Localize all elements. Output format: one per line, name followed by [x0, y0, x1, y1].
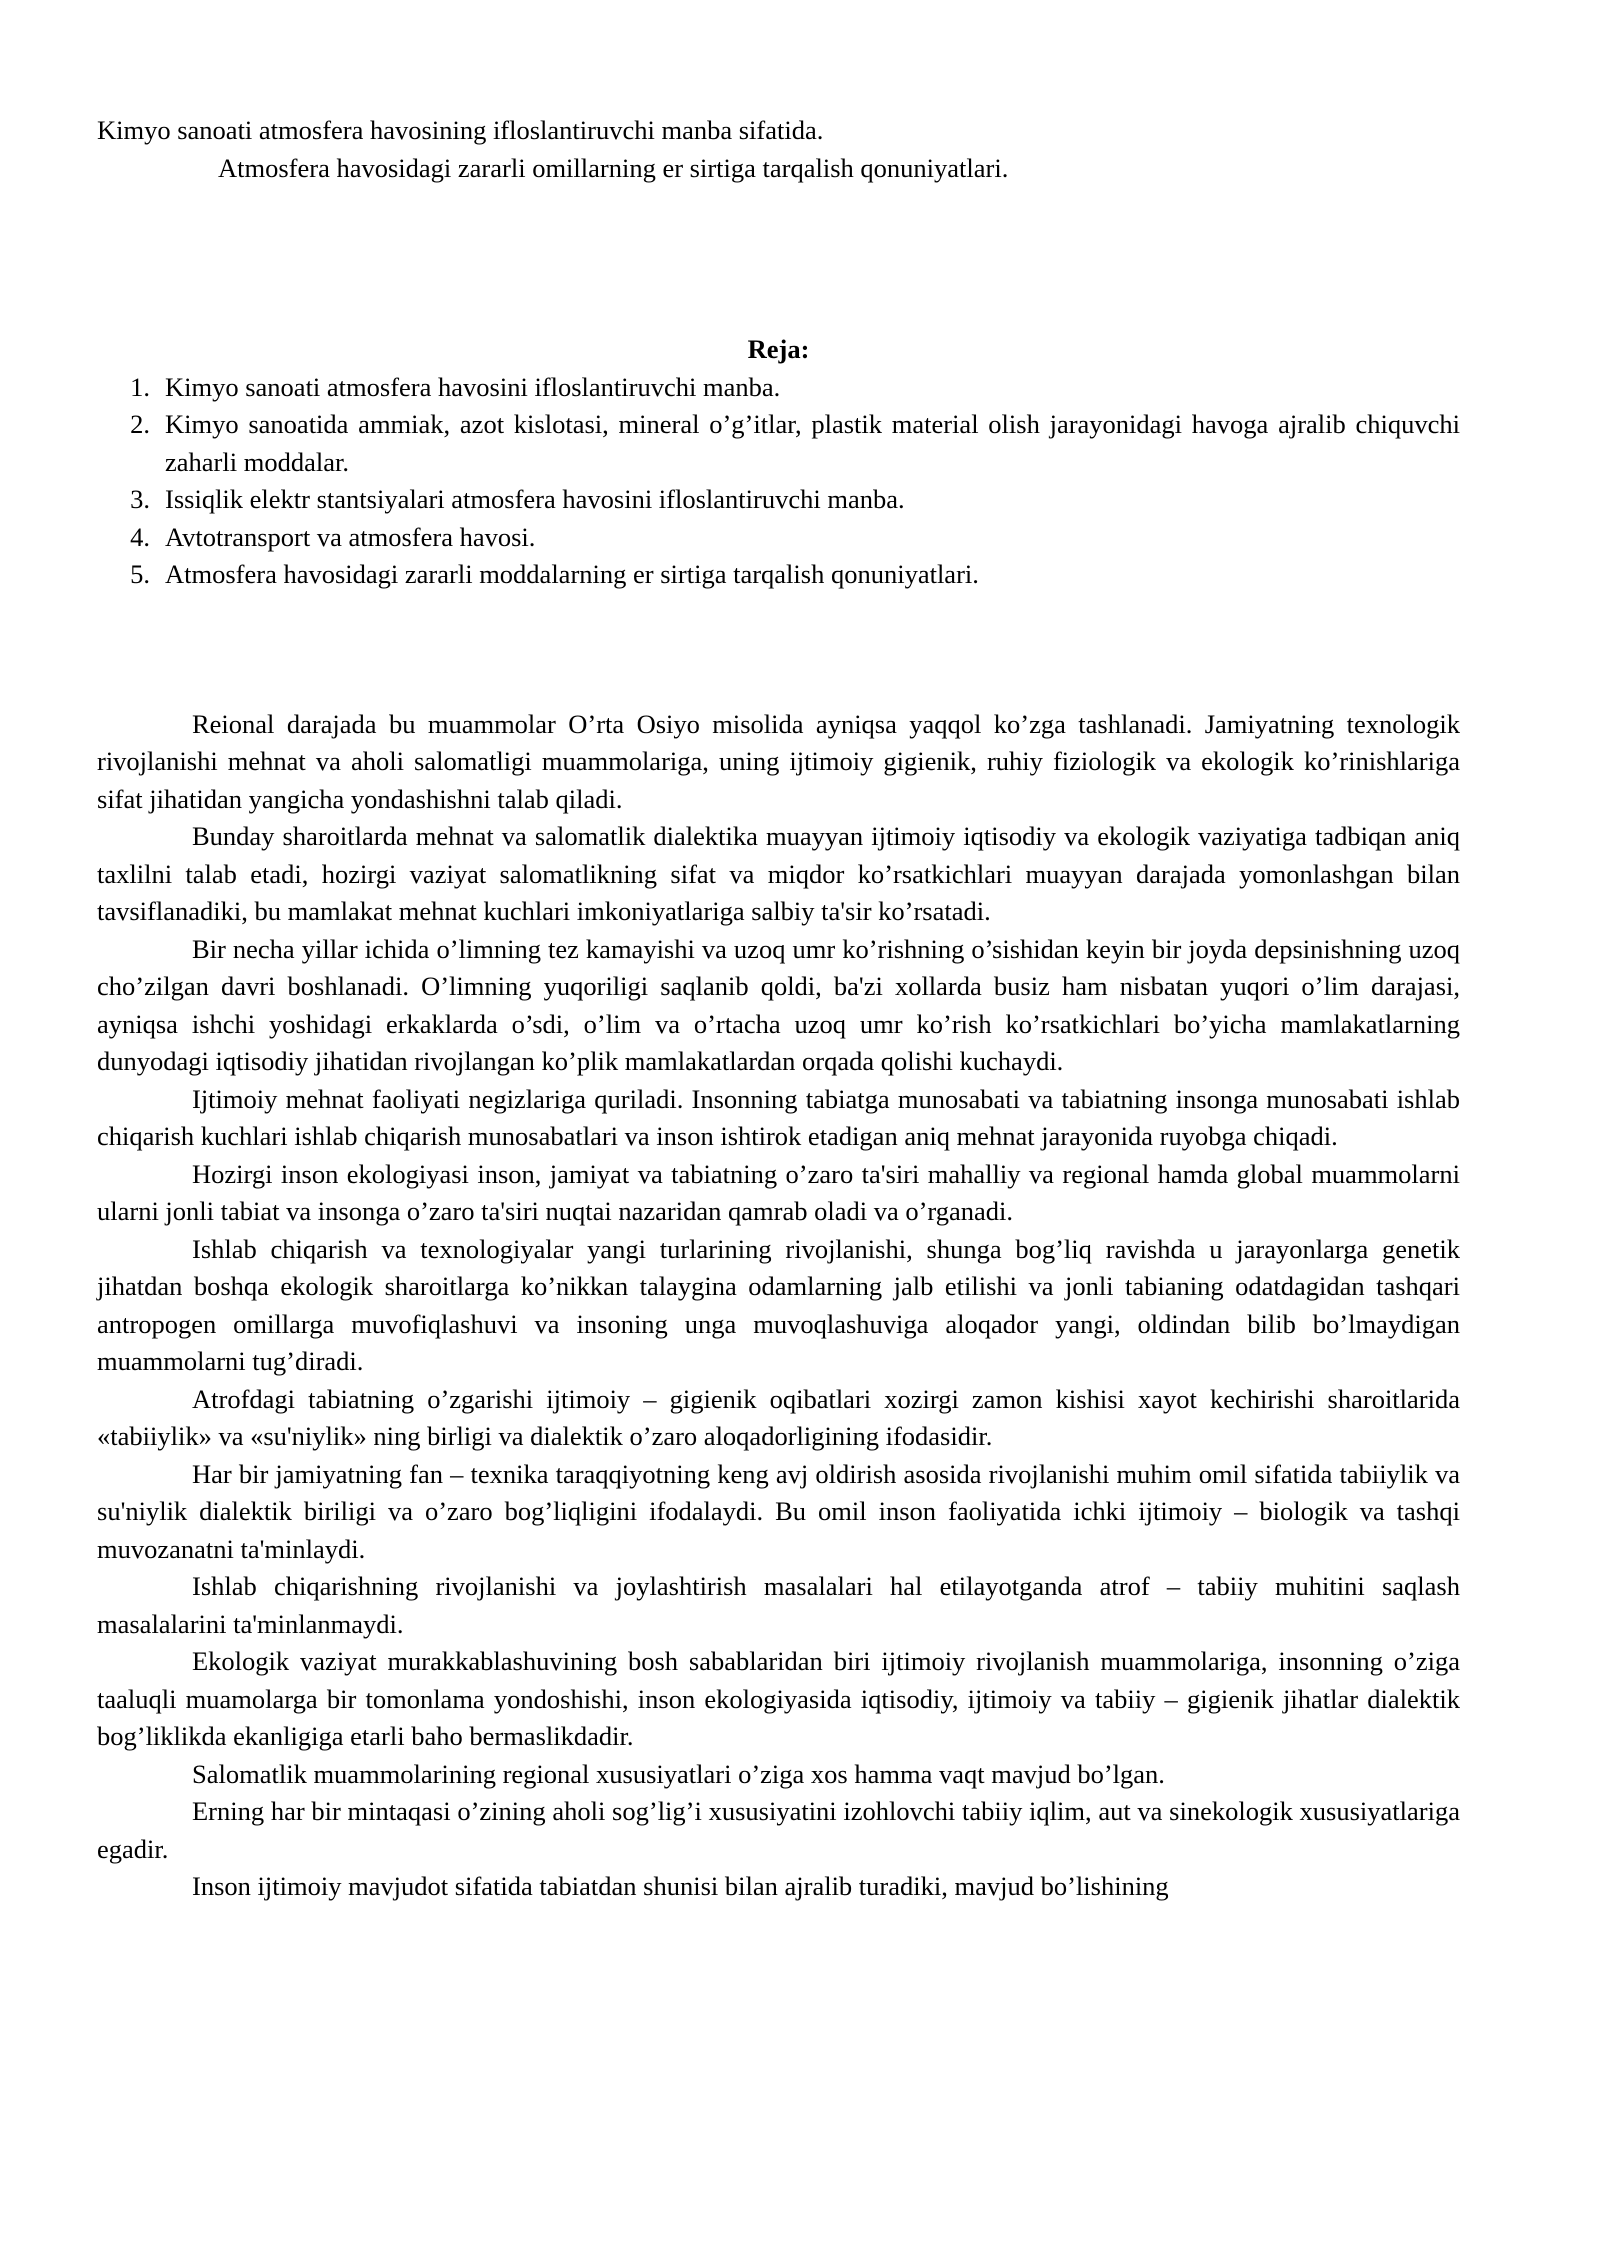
plan-item-text: Kimyo sanoati atmosfera havosini ifloslantiruvchi manba.: [165, 371, 781, 402]
plan-item: [97, 556, 1460, 594]
paragraph: Ekologik vaziyat murakkablashuvining bosh sabablaridan biri ijtimoiy rivojlanish muammolariga, insonning o’ziga taaluqli muamolarga bir tomonlama yondoshishi, inson ekologiyasida iqtisodiy, ijtimoiy va tabiiy – gigienik jihatlar dialektik bog’liklikda ekanligiga etarli baho bermaslikdadir.: [97, 1646, 1460, 1751]
paragraph: Reional darajada bu muammolar O’rta Osiyo misolida ayniqsa yaqqol ko’zga tashlanadi. Jamiyatning texnologik rivojlanishi mehnat va aholi salomatligi muammolariga, uning ijtimoiy gigienik, ruhiy fiziologik va ekologik ko’rinishlariga sifat jihatidan yangicha yondashishni talab qiladi.: [97, 708, 1460, 814]
paragraph: Har bir jamiyatning fan – texnika taraqqiyotning keng avj oldirish asosida rivojlanishi muhim omil sifatida tabiiylik va su'niylik dialektik biriligi va o’zaro bog’liqligini ifodalaydi. Bu omil inson faoliyatida ichki ijtimoiy – biologik va tashqi muvozanatni ta'minlaydi.: [97, 1458, 1460, 1564]
plan-item-number: 2.: [130, 409, 150, 439]
paragraph: Ishlab chiqarishning rivojlanishi va joylashtirish masalalari hal etilayotganda atrof – tabiiy muhitini saqlash masalalarini ta'minlanmaydi.: [97, 1571, 1460, 1639]
plan-item: [97, 406, 1460, 481]
paragraph: Ishlab chiqarish va texnologiyalar yangi turlarining rivojlanishi, shunga bog’liq ravishda u jarayonlarga genetik jihatdan boshqa ekologik sharoitlarga ko’nikkan talaygina odamlarning jalb etilishi va jonli tabianing odatdagidan tashqari antropogen omillarga muvofiqlashuvi va insoning unga muvoqlashuviga aloqador yangi, oldindan bilib bo’lmaydigan muammolarni tug’diradi.: [97, 1233, 1460, 1376]
plan-item-number: 1.: [130, 371, 150, 402]
plan-item-text: Issiqlik elektr stantsiyalari atmosfera havosini ifloslantiruvchi manba.: [165, 484, 905, 514]
plan-heading: Reja:: [747, 334, 810, 364]
plan-list: [97, 369, 1460, 594]
paragraph: Bir necha yillar ichida o’limning tez kamayishi va uzoq umr ko’rishning o’sishidan keyin bir joyda depsinishning uzoq cho’zilgan davri boshlanadi. O’limning yuqoriligi saqlanib qoldi, ba'zi xollarda busiz ham nisbatan yuqori o’lim darajasi, ayniqsa ishchi yoshidagi erkaklarda o’sdi, o’lim va o’rtacha uzoq umr ko’rish ko’rsatkichlari bo’yicha mamlakatlarning dunyodagi iqtisodiy jihatidan rivojlangan ko’plik mamlakatlardan orqada qolishi kuchaydi.: [97, 933, 1460, 1076]
body-text: [97, 706, 1460, 1906]
plan-item-number: 3.: [130, 484, 150, 514]
paragraph: Ijtimoiy mehnat faoliyati negizlariga quriladi. Insonning tabiatga munosabati va tabiatning insonga munosabati ishlab chiqarish kuchlari ishlab chiqarish munosabatlari va inson ishtirok etadigan aniq mehnat jarayonida ruyobga chiqadi.: [97, 1083, 1460, 1151]
plan-item-number: 4.: [130, 521, 150, 552]
paragraph: Inson ijtimoiy mavjudot sifatida tabiatdan shunisi bilan ajralib turadiki, mavjud bo’lishining: [192, 1871, 1169, 1901]
paragraph: Salomatlik muammolarining regional xususiyatlari o’ziga xos hamma vaqt mavjud bo’lgan.: [192, 1758, 1165, 1789]
paragraph: Atrofdagi tabiatning o’zgarishi ijtimoiy – gigienik oqibatlari xozirgi zamon kishisi xayot kechirishi sharoitlarida «tabiiylik» va «su'niylik» ning birligi va dialektik o’zaro aloqadorligining ifodasidir.: [97, 1383, 1460, 1451]
document-title: Kimyo sanoati atmosfera havosining ifloslantiruvchi manba sifatida.: [97, 115, 824, 145]
paragraph: Hozirgi inson ekologiyasi inson, jamiyat va tabiatning o’zaro ta'siri mahalliy va regional hamda global muammolarni ularni jonli tabiat va insonga o’zaro ta'siri nuqtai nazaridan qamrab oladi va o’rganadi.: [97, 1158, 1460, 1226]
plan-item: [97, 481, 1460, 519]
plan-item-text: Kimyo sanoatida ammiak, azot kislotasi, mineral o’g’itlar, plastik material olish jarayonidagi havoga ajralib chiquvchi zaharli moddalar.: [165, 409, 1460, 477]
paragraph: Erning har bir mintaqasi o’zining aholi sog’lig’i xususiyatini izohlovchi tabiiy iqlim, aut va sinekologik xususiyatlariga egadir.: [97, 1796, 1460, 1864]
plan-item: [97, 369, 1460, 407]
document-subtitle: Atmosfera havosidagi zararli omillarning er sirtiga tarqalish qonuniyatlari.: [218, 152, 1009, 183]
paragraph: Bunday sharoitlarda mehnat va salomatlik dialektika muayyan ijtimoiy iqtisodiy va ekologik vaziyatiga tadbiqan aniq taxlilni talab etadi, hozirgi vaziyat salomatlikning sifat va miqdor ko’rsatkichlari muayyan darajada yomonlashgan bilan tavsiflanadiki, bu mamlakat mehnat kuchlari imkoniyatlariga salbiy ta'sir ko’rsatadi.: [97, 821, 1460, 926]
plan-item-text: Avtotransport va atmosfera havosi.: [165, 521, 536, 552]
plan-item-number: 5.: [130, 559, 150, 589]
plan-item-text: Atmosfera havosidagi zararli moddalarning er sirtiga tarqalish qonuniyatlari.: [165, 559, 979, 589]
plan-item: [97, 519, 1460, 557]
